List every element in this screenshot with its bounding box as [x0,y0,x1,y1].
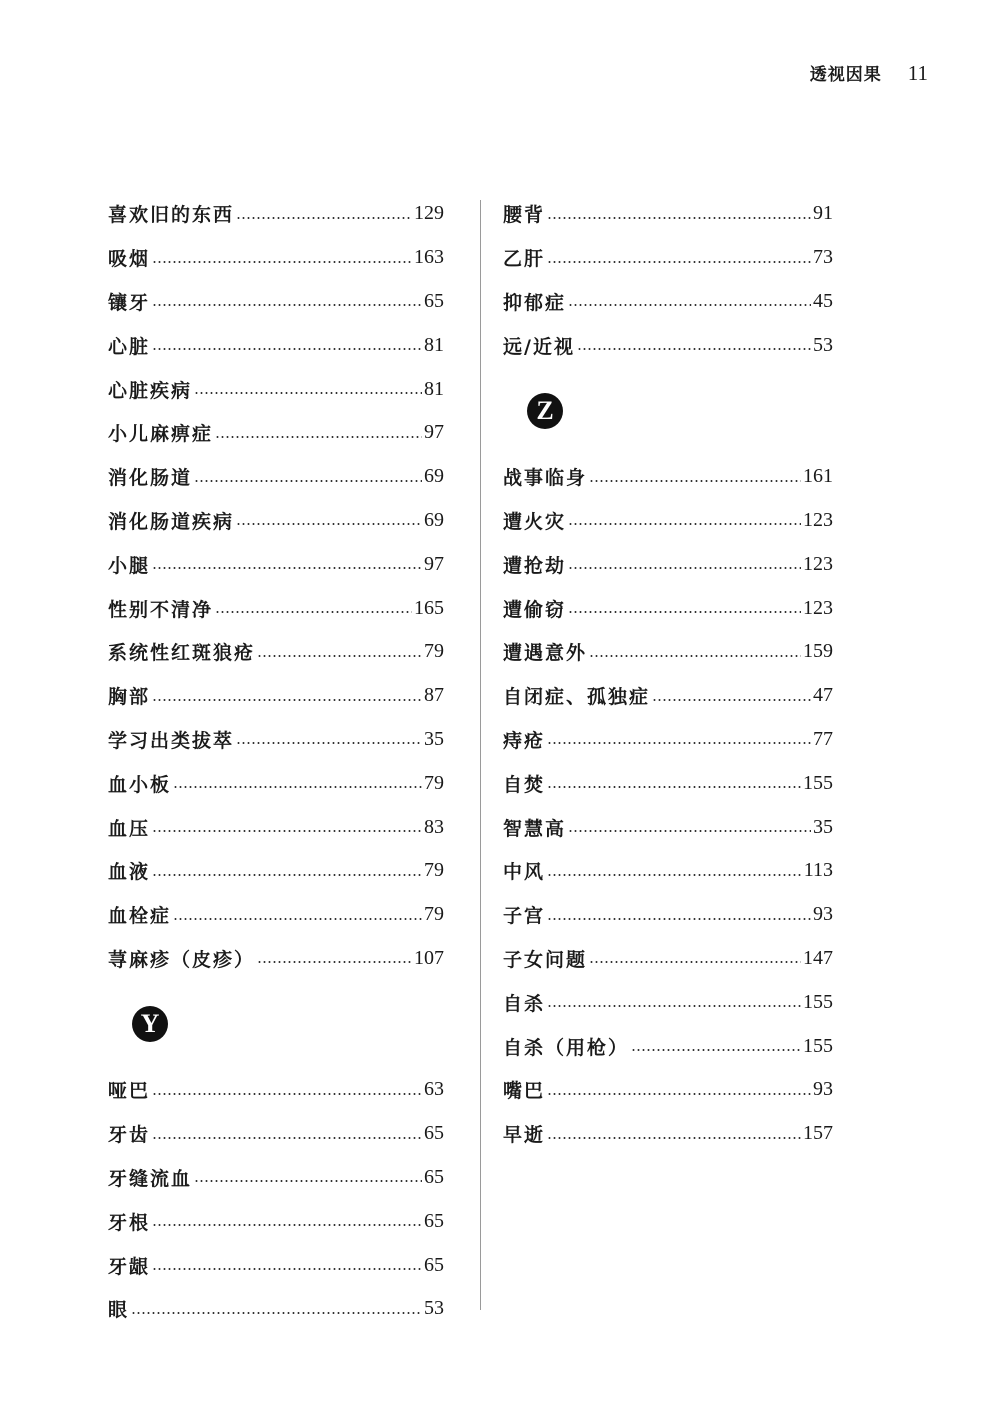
index-entry [108,761,444,805]
index-term: 性别不清净 [108,598,214,621]
index-entry [503,499,833,543]
index-entry [503,937,833,981]
index-page-number: 123 [803,596,833,619]
index-entry [503,586,833,630]
index-page-number: 155 [803,771,833,794]
index-entry [503,630,833,674]
index-term: 血小板 [108,773,172,796]
dot-leader [173,916,422,922]
section-letter-badge: Z [527,393,563,429]
index-term: 自焚 [503,773,546,796]
dot-leader [568,565,801,571]
dot-leader [568,302,811,308]
index-page-number: 65 [424,1209,444,1232]
index-term: 血液 [108,861,151,884]
index-page-number: 107 [414,946,444,969]
index-term: 牙根 [108,1211,151,1234]
index-entry [108,323,444,367]
section-heading [503,367,833,455]
index-term: 牙齿 [108,1124,151,1147]
dot-leader [547,784,801,790]
dot-leader [568,609,801,615]
index-term: 消化肠道 [108,467,193,490]
index-term: 乙肝 [503,248,546,271]
index-term: 自闭症、孤独症 [503,686,651,709]
index-page-number: 63 [424,1078,444,1101]
index-entry [108,236,444,280]
index-page-number: 147 [803,946,833,969]
index-page-number: 77 [813,727,833,750]
running-header [810,60,928,86]
index-page-number: 87 [424,684,444,707]
index-page-number: 65 [424,1253,444,1276]
index-term: 战事临身 [503,467,588,490]
index-page-number: 69 [424,508,444,531]
dot-leader [194,1178,422,1184]
index-term: 哑巴 [108,1080,151,1103]
dot-leader [589,959,801,965]
index-page-number: 65 [424,1122,444,1145]
index-page-number: 123 [803,552,833,575]
index-entry [108,630,444,674]
section-letter-badge: Y [132,1006,168,1042]
index-term: 自杀 [503,992,546,1015]
index-page-number: 129 [414,202,444,225]
book-title: 透视因果 [809,65,882,85]
index-page-number: 159 [803,640,833,663]
dot-leader [577,346,811,352]
index-page-number: 113 [803,859,833,882]
index-page-number: 53 [813,333,833,356]
index-entry [108,280,444,324]
index-entry [503,323,833,367]
index-term: 痔疮 [503,729,546,752]
dot-leader [236,215,412,221]
index-entry [503,1024,833,1068]
index-page-number: 35 [813,815,833,838]
index-page-number: 165 [414,596,444,619]
index-entry [503,893,833,937]
index-entry [503,980,833,1024]
dot-leader [257,653,422,659]
index-entry [503,1068,833,1112]
index-term: 遭火灾 [503,510,567,533]
dot-leader [152,1222,422,1228]
index-term: 小儿麻痹症 [108,423,214,446]
dot-leader [152,828,422,834]
index-term: 镶牙 [108,291,151,314]
page-number: 11 [907,61,928,85]
dot-leader [173,784,422,790]
index-term: 遭抢劫 [503,554,567,577]
index-term: 腰背 [503,204,546,227]
index-entry [503,542,833,586]
dot-leader [152,346,422,352]
index-entry [503,849,833,893]
column-divider [480,200,481,1310]
index-page-number: 81 [424,377,444,400]
index-entry [108,455,444,499]
index-entry [108,192,444,236]
index-term: 牙龈 [108,1255,151,1278]
dot-leader [215,434,422,440]
entry-list [503,192,833,367]
index-page-number: 157 [803,1122,833,1145]
entry-list [503,455,833,1156]
index-page-number: 45 [813,289,833,312]
index-page-number: 155 [803,1034,833,1057]
index-page-number: 35 [424,727,444,750]
index-page-number: 79 [424,771,444,794]
index-entry [108,1068,444,1112]
index-entry [503,718,833,762]
index-term: 荨麻疹（皮疹） [108,948,256,971]
index-term: 消化肠道疾病 [108,510,235,533]
dot-leader [547,872,802,878]
index-term: 牙缝流血 [108,1167,193,1190]
dot-leader [236,521,422,527]
entry-list [108,1068,444,1331]
dot-leader [257,959,412,965]
index-term: 心脏疾病 [108,379,193,402]
index-entry [503,236,833,280]
index-term: 胸部 [108,686,151,709]
index-page-number: 79 [424,640,444,663]
index-entry [503,674,833,718]
dot-leader [194,478,422,484]
index-term: 吸烟 [108,248,151,271]
dot-leader [194,390,422,396]
index-page-number: 83 [424,815,444,838]
dot-leader [152,565,422,571]
index-page-number: 123 [803,508,833,531]
index-entry [503,1112,833,1156]
index-term: 遭遇意外 [503,642,588,665]
index-page-number: 155 [803,990,833,1013]
dot-leader [152,1135,422,1141]
index-entry [503,761,833,805]
dot-leader [547,1135,801,1141]
index-entry [503,280,833,324]
dot-leader [547,1091,811,1097]
index-entry [108,1243,444,1287]
index-page-number: 161 [803,465,833,488]
dot-leader [589,478,801,484]
index-term: 中风 [503,861,546,884]
index-term: 血栓症 [108,905,172,928]
index-entry [108,718,444,762]
index-entry [108,893,444,937]
index-entry [108,1112,444,1156]
index-page-number: 91 [813,202,833,225]
index-page-number: 47 [813,684,833,707]
index-term: 早逝 [503,1124,546,1147]
index-entry [108,849,444,893]
dot-leader [547,259,811,265]
index-term: 心脏 [108,335,151,358]
index-page-number: 53 [424,1297,444,1320]
index-column-left [108,192,444,1331]
index-term: 眼 [108,1299,130,1322]
index-entry [108,499,444,543]
dot-leader [152,259,412,265]
index-term: 自杀（用枪） [503,1036,630,1059]
dot-leader [652,697,811,703]
index-entry [108,1287,444,1331]
dot-leader [236,740,422,746]
dot-leader [568,521,801,527]
index-page-number: 79 [424,859,444,882]
index-entry [108,542,444,586]
index-term: 血压 [108,817,151,840]
index-term: 嘴巴 [503,1080,546,1103]
dot-leader [568,828,811,834]
dot-leader [547,215,811,221]
index-entry [108,367,444,411]
dot-leader [589,653,801,659]
section-heading [108,980,444,1068]
index-page-number: 65 [424,289,444,312]
dot-leader [547,1003,801,1009]
dot-leader [152,302,422,308]
index-page-number: 69 [424,465,444,488]
index-term: 系统性红斑狼疮 [108,642,256,665]
dot-leader [152,1266,422,1272]
index-entry [503,192,833,236]
index-term: 智慧高 [503,817,567,840]
dot-leader [215,609,412,615]
index-term: 喜欢旧的东西 [108,204,235,227]
index-page-number: 81 [424,333,444,356]
dot-leader [631,1047,801,1053]
index-entry [108,1199,444,1243]
index-term: 抑郁症 [503,291,567,314]
index-entry [503,805,833,849]
index-entry [108,1156,444,1200]
index-term: 子女问题 [503,948,588,971]
index-page-number: 97 [424,421,444,444]
dot-leader [547,740,811,746]
index-term: 子宫 [503,905,546,928]
index-page-number: 65 [424,1165,444,1188]
index-entry [108,805,444,849]
index-page-number: 93 [813,1078,833,1101]
index-term: 远/近视 [503,335,575,358]
index-entry [503,455,833,499]
entry-list [108,192,444,980]
index-term: 小腿 [108,554,151,577]
index-page-number: 73 [813,246,833,269]
index-entry [108,586,444,630]
dot-leader [152,697,422,703]
dot-leader [152,1091,422,1097]
dot-leader [547,916,811,922]
dot-leader [131,1310,422,1316]
index-column-right [503,192,833,1156]
index-entry [108,937,444,981]
index-term: 学习出类拔萃 [108,729,235,752]
index-page-number: 79 [424,903,444,926]
index-entry [108,411,444,455]
index-term: 遭偷窃 [503,598,567,621]
dot-leader [152,872,422,878]
index-entry [108,674,444,718]
index-page-number: 93 [813,903,833,926]
index-page-number: 163 [414,246,444,269]
index-page-number: 97 [424,552,444,575]
